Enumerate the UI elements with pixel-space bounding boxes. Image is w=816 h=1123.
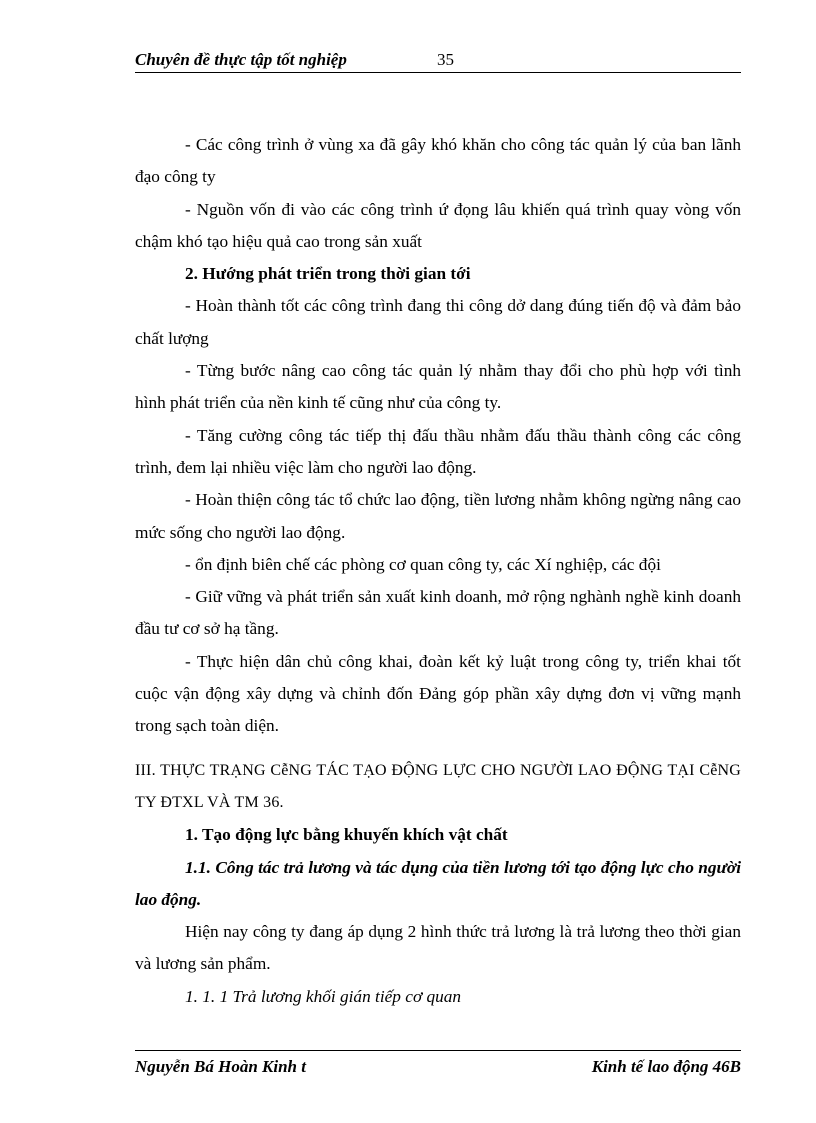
paragraph: - ổn định biên chế các phòng cơ quan công ty, các Xí nghiệp, các đội: [185, 554, 661, 574]
footer-class: Kinh tế lao động 46B: [591, 1057, 741, 1076]
paragraph: - Hoàn thành tốt các công trình đang thi công dở dang đúng tiến độ và đảm bảo chất lượng: [135, 296, 741, 348]
page-number: 35: [437, 50, 454, 69]
footer-author: Nguyễn Bá Hoàn Kinh t: [135, 1057, 306, 1076]
chapter-heading: III. THỰC TRẠNG CễNG TÁC TẠO ĐỘNG LỰC CHO NGƯỜI LAO ĐỘNG TẠI CễNG TY ĐTXL VÀ TM 36.: [135, 761, 741, 811]
section-heading: 2. Hướng phát triển trong thời gian tới: [185, 264, 471, 284]
paragraph: - Từng bước nâng cao công tác quản lý nhằm thay đổi cho phù hợp với tình hình phát triển của nền kinh tế cũng như của công ty.: [135, 361, 741, 413]
paragraph: Hiện nay công ty đang áp dụng 2 hình thức trả lương là trả lương theo thời gian và lương sản phẩm.: [135, 922, 741, 974]
subsubsection-heading: 1. 1. 1 Trả lương khối gián tiếp cơ quan: [185, 986, 462, 1006]
section-heading: 1. Tạo động lực bằng khuyến khích vật chất: [185, 825, 508, 845]
paragraph: - Nguồn vốn đi vào các công trình ứ đọng lâu khiến quá trình quay vòng vốn chậm khó tạo hiệu quả cao trong sản xuất: [135, 199, 741, 251]
subsection-heading: 1.1. Công tác trả lương và tác dụng của tiền lương tới tạo động lực cho người lao động.: [135, 857, 741, 909]
paragraph: - Thực hiện dân chủ công khai, đoàn kết kỷ luật trong công ty, triển khai tốt cuộc vận động xây dựng và chỉnh đốn Đảng góp phần xây dựng đơn vị vững mạnh trong sạch toàn diện.: [135, 651, 741, 736]
page-header: [135, 50, 741, 73]
page-footer: [135, 1050, 741, 1081]
paragraph: - Giữ vững và phát triển sản xuất kinh doanh, mở rộng nghành nghề kinh doanh đầu tư cơ sở hạ tầng.: [135, 587, 741, 639]
paragraph: - Các công trình ở vùng xa đã gây khó khăn cho công tác quản lý của ban lãnh đạo công ty: [135, 135, 741, 187]
paragraph: - Hoàn thiện công tác tổ chức lao động, tiền lương nhằm không ngừng nâng cao mức sống cho người lao động.: [135, 490, 741, 542]
header-title: Chuyên đề thực tập tốt nghiệp: [135, 50, 347, 69]
paragraph: - Tăng cường công tác tiếp thị đấu thầu nhằm đấu thầu thành công các công trình, đem lại nhiều việc làm cho người lao động.: [135, 425, 741, 477]
document-body: [135, 129, 741, 1013]
